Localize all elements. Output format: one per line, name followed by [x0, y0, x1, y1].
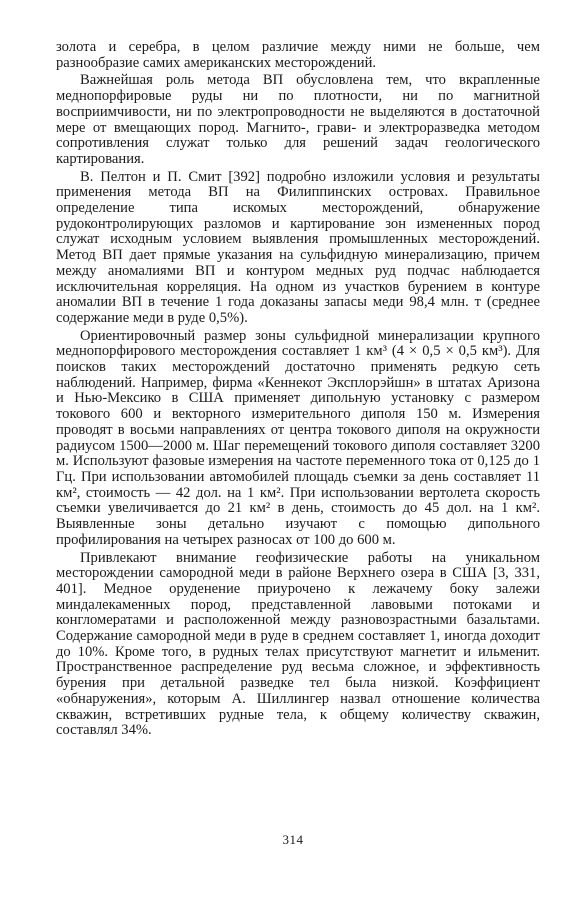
paragraph: Важнейшая роль метода ВП обусловлена тем, что вкрапленные меднопорфировые руды ни по плотности, ни по магнитной восприимчивости, ни по электропроводности не выделяются в достаточной мере от вмещающих пород. Магнито-, грави- и электроразведка методом сопротивления служат только для решений задач геологического картирования. — [56, 72, 540, 167]
page-number: 314 — [282, 832, 304, 847]
paragraph: Ориентировочный размер зоны сульфидной минерализации крупного меднопорфирового месторождения составляет 1 км³ (4 × 0,5 × 0,5 км³). Для поисков таких месторождений достаточно применять редкую сеть наблюдений. Например, фирма «Кеннекот Эксплорэйшн» в штатах Аризона и Нью-Мексико в США применяет дипольную установку с размером токового 600 и векторного измерительного диполя 150 м. Измерения проводят в восьми направлениях от центра токового диполя на окружности радиусом 1500—2000 м. Шаг перемещений токового диполя составляет 3200 м. Используют фазовые измерения на частоте переменного тока от 0,125 до 1 Гц. При использовании автомобилей площадь съемки за день составляет 11 км², стоимость — 42 дол. на 1 км². При использовании вертолета скорость съемки увеличивается до 21 км² в день, стоимость до 45 дол. на 1 км². Выявленные зоны детально изучают с помощью дипольного профилирования на четырех разносах от 100 до 600 м. — [56, 327, 540, 548]
paragraph: золота и серебра, в целом различие между ними не больше, чем разнообразие самих американских месторождений. — [56, 39, 540, 71]
paragraph: Привлекают внимание геофизические работы на уникальном месторождении самородной меди в районе Верхнего озера в США [3, 331, 401]. Медное оруденение приурочено к лежачему боку залежи миндалекаменных пород, представленной лавовыми потоками и конгломератами и расположенной между разновозрастными базальтами. Содержание самородной меди в руде в среднем составляет 1, иногда доходит до 10%. Кроме того, в рудных телах присутствуют магнетит и ильменит. Пространственное распределение руд весьма сложное, и эффективность бурения при детальной разведке тел была низкой. Коэффициент «обнаружения», которым А. Шиллингер назвал отношение количества скважин, встретивших рудные тела, к общему количеству скважин, составлял 34%. — [56, 549, 540, 739]
paragraph: В. Пелтон и П. Смит [392] подробно изложили условия и результаты применения метода ВП на Филиппинских островах. Правильное определение типа искомых месторождений, обнаружение рудоконтролирующих разломов и картирование зон измененных пород служат исходным условием выявления промышленных месторождений. Метод ВП дает прямые указания на сульфидную минерализацию, причем между аномалиями ВП и контуром медных руд подчас наблюдается исключительная корреляция. На одном из участков бурением в контуре аномалии ВП в течение 1 года доказаны запасы меди 98,4 млн. т (среднее содержание меди в руде 0,5%). — [56, 168, 540, 326]
page-body — [56, 40, 540, 739]
